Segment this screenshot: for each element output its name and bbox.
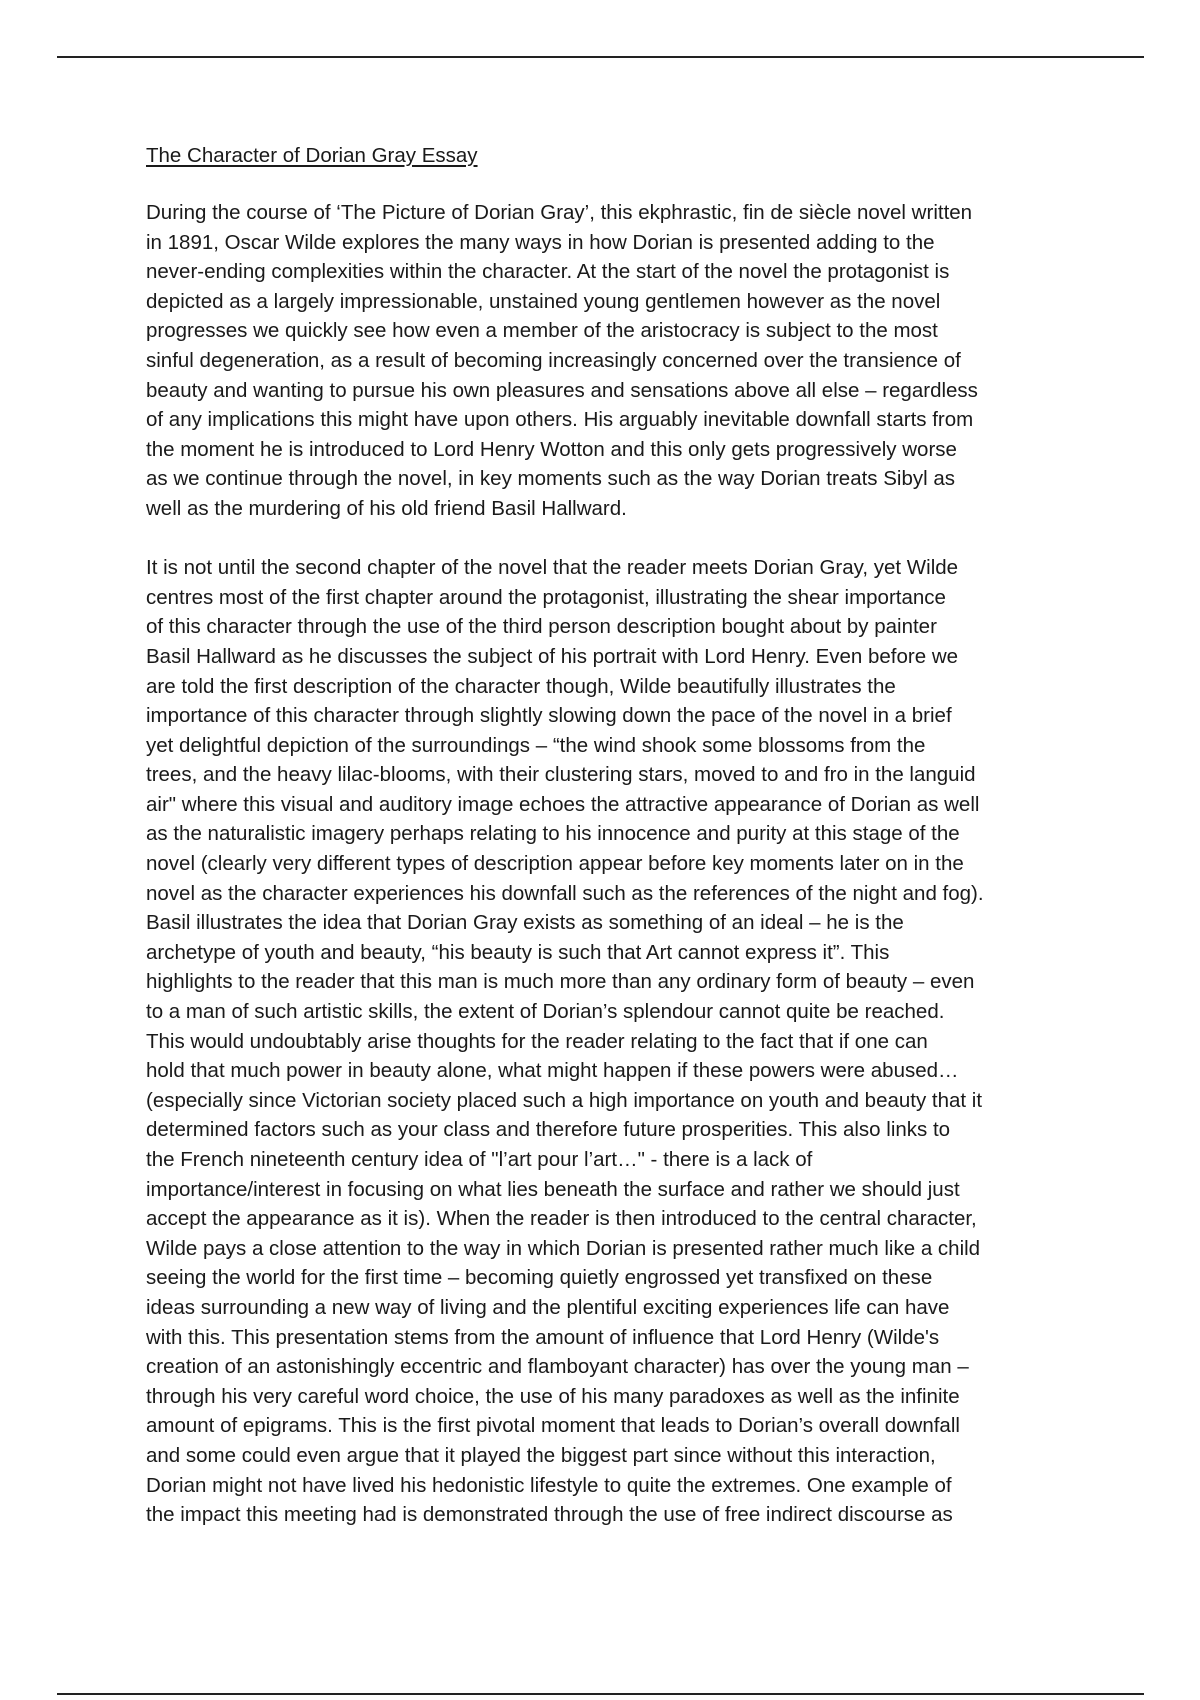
text-line: as the naturalistic imagery perhaps relating to his innocence and purity at this stage of the — [146, 822, 960, 846]
text-line: centres most of the first chapter around the protagonist, illustrating the shear importance — [146, 585, 946, 609]
text-line: novel (clearly very different types of description appear before key moments later on in the — [146, 852, 964, 876]
text-line: air" where this visual and auditory image echoes the attractive appearance of Dorian as well — [146, 792, 980, 816]
paragraph-2 — [146, 553, 1066, 1530]
text-line: to a man of such artistic skills, the extent of Dorian’s splendour cannot quite be reached. — [146, 1000, 945, 1024]
text-line: well as the murdering of his old friend Basil Hallward. — [146, 496, 627, 520]
text-line: sinful degeneration, as a result of becoming increasingly concerned over the transience of — [146, 348, 961, 372]
footer-rule — [57, 1693, 1144, 1695]
text-line: amount of epigrams. This is the first pivotal moment that leads to Dorian’s overall downfall — [146, 1414, 960, 1438]
text-line: Basil illustrates the idea that Dorian Gray exists as something of an ideal – he is the — [146, 911, 904, 935]
text-line: Wilde pays a close attention to the way in which Dorian is presented rather much like a child — [146, 1236, 981, 1260]
text-line: depicted as a largely impressionable, unstained young gentlemen however as the novel — [146, 289, 941, 313]
text-line: archetype of youth and beauty, “his beauty is such that Art cannot express it”. This — [146, 940, 890, 964]
text-line: trees, and the heavy lilac-blooms, with their clustering stars, moved to and fro in the languid — [146, 763, 976, 787]
text-line: accept the appearance as it is). When the reader is then introduced to the central character, — [146, 1207, 977, 1231]
document-title: The Character of Dorian Gray Essay — [146, 144, 478, 167]
text-line: (especially since Victorian society placed such a high importance on youth and beauty that it — [146, 1088, 983, 1112]
text-line: ideas surrounding a new way of living and the plentiful exciting experiences life can have — [146, 1295, 950, 1319]
text-line: Basil Hallward as he discusses the subject of his portrait with Lord Henry. Even before we — [146, 644, 959, 668]
text-line: novel as the character experiences his downfall such as the references of the night and fog). — [146, 881, 984, 905]
text-line: importance/interest in focusing on what lies beneath the surface and rather we should just — [146, 1177, 960, 1201]
text-line: hold that much power in beauty alone, what might happen if these powers were abused… — [146, 1059, 959, 1083]
text-line: and some could even argue that it played the biggest part since without this interaction, — [146, 1443, 936, 1467]
text-line: in 1891, Oscar Wilde explores the many ways in how Dorian is presented adding to the — [146, 230, 935, 254]
text-line: as we continue through the novel, in key moments such as the way Dorian treats Sibyl as — [146, 467, 956, 491]
text-line: the French nineteenth century idea of "l’art pour l’art…" - there is a lack of — [146, 1148, 813, 1171]
text-line: the moment he is introduced to Lord Henry Wotton and this only gets progressively worse — [146, 437, 957, 461]
text-line: creation of an astonishingly eccentric and flamboyant character) has over the young man – — [146, 1355, 969, 1379]
text-line: of this character through the use of the third person description bought about by painter — [146, 615, 937, 639]
document-body — [146, 141, 1066, 1530]
text-line: are told the first description of the character though, Wilde beautifully illustrates the — [146, 674, 896, 698]
text-line: importance of this character through slightly slowing down the pace of the novel in a brief — [146, 704, 952, 728]
text-line: yet delightful depiction of the surroundings – “the wind shook some blossoms from the — [146, 733, 926, 757]
text-line: Dorian might not have lived his hedonistic lifestyle to quite the extremes. One example of — [146, 1473, 952, 1497]
text-line: of any implications this might have upon others. His arguably inevitable downfall starts from — [146, 408, 974, 432]
text-line: This would undoubtably arise thoughts for the reader relating to the fact that if one can — [146, 1029, 928, 1053]
text-line: beauty and wanting to pursue his own pleasures and sensations above all else – regardless — [146, 378, 978, 402]
text-line: progresses we quickly see how even a member of the aristocracy is subject to the most — [146, 319, 938, 343]
text-line: the impact this meeting had is demonstrated through the use of free indirect discourse as — [146, 1503, 953, 1527]
text-line: During the course of ‘The Picture of Dorian Gray’, this ekphrastic, fin de siècle novel written — [146, 201, 973, 224]
text-line: highlights to the reader that this man is much more than any ordinary form of beauty – even — [146, 970, 975, 994]
text-line: seeing the world for the first time – becoming quietly engrossed yet transfixed on these — [146, 1266, 933, 1290]
text-line: with this. This presentation stems from the amount of influence that Lord Henry (Wilde's — [146, 1325, 940, 1349]
text-line: determined factors such as your class and therefore future prosperities. This also links to — [146, 1118, 951, 1142]
text-line: never-ending complexities within the character. At the start of the novel the protagonist is — [146, 260, 950, 284]
paragraph-1 — [146, 198, 1066, 524]
header-rule — [57, 56, 1144, 58]
text-line: It is not until the second chapter of the novel that the reader meets Dorian Gray, yet Wilde — [146, 556, 959, 580]
text-line: through his very careful word choice, the use of his many paradoxes as well as the infinite — [146, 1384, 960, 1408]
